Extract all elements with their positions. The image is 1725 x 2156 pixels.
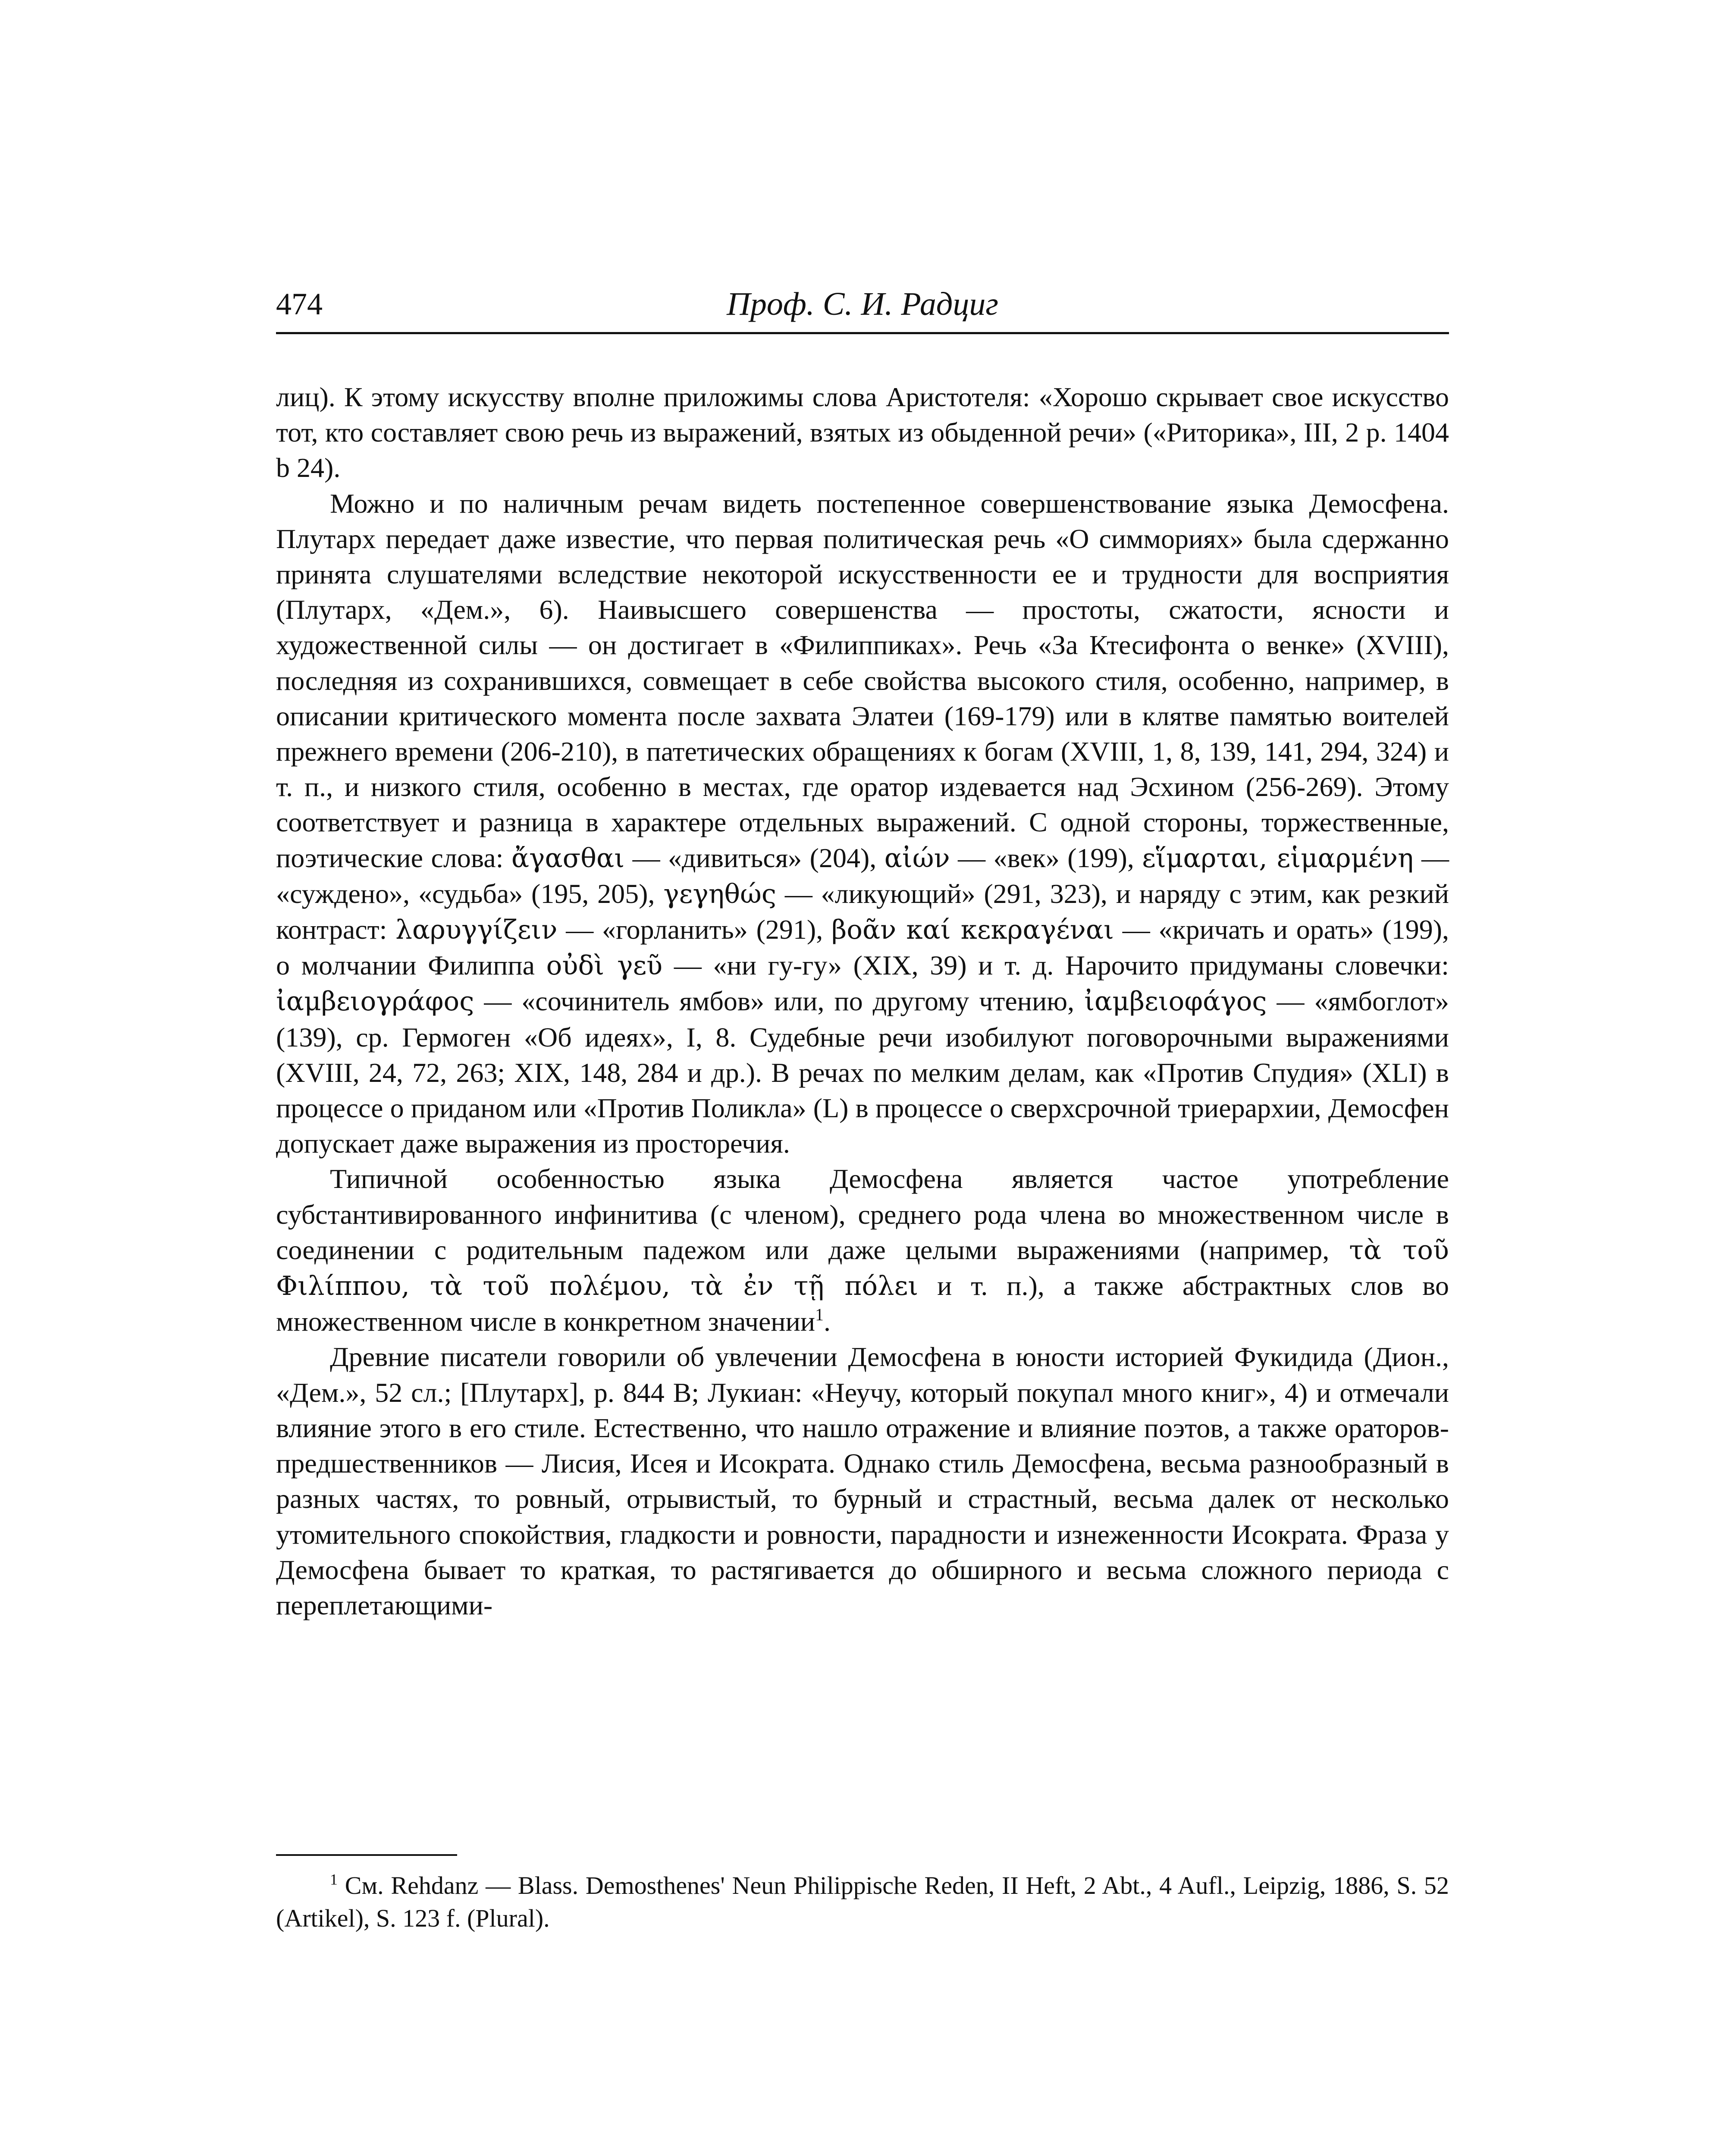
paragraph-2-text-10: — «ямбоглот» (139), ср. Гермоген «Об идеях», I, 8. Судебные речи изобилуют поговорочными выражениями (XVIII, 24, 72, 263; XIX, 148, 284 и др.). В речах по мелким делам, как «Против Спудия» (XLI) в процессе о приданом или «Против Поликла» (L) в процессе о сверхсрочной триерархии, Демосфен допускает даже выражения из просторечия. <box>276 986 1449 1159</box>
greek-word-agasthai: ἄγασθαι <box>511 843 625 874</box>
greek-phrase-examples: τὰ τοῦ Φιλίππου, τὰ τοῦ πολέμου, τὰ ἐν τῇ πόλει <box>276 1235 1449 1302</box>
paragraph-4-text: Древние писатели говорили об увлечении Демосфена в юности историей Фукидида (Дион., «Дем.», 52 сл.; [Плутарх], p. 844 B; Лукиан: «Неучу, который покупал много книг», 4) и отмечали влияние этого в его стиле. Естественно, что нашло отражение и влияние поэтов, а также ораторов-предшественников — Лисия, Исея и Исократа. Однако стиль Демосфена, весьма разнообразный в разных частях, то ровный, отрывистый, то бурный и страстный, весьма далек от несколько утомительного спокойствия, гладкости и ровности, парадности и изнеженности Исократа. Фраза у Демосфена бывает то краткая, то растягивается до обширного и весьма сложного периода с переплетающими- <box>276 1341 1449 1620</box>
paragraph-3-text-1: Типичной особенностью языка Демосфена является частое употребление субстантивированного инфинитива (с членом), среднего рода члена во множественном числе в соединении с родительным падежом или даже целыми выражениями (например, <box>276 1163 1449 1265</box>
greek-word-iambeiophagos: ἰαμβειοφάγος <box>1084 986 1267 1017</box>
footnote-reference[interactable]: 1 <box>815 1305 824 1325</box>
greek-word-oudi-geu: οὐδὶ γεῦ <box>546 950 663 981</box>
greek-word-aion: αἰών <box>884 843 950 874</box>
footnote-marker: 1 <box>330 1871 338 1888</box>
paragraph-2-text-7: — «кричать и орать» (199), о молчании Филиппа <box>276 914 1449 981</box>
paragraph-2-text-4: — «суждено», «судьба» (195, 205), <box>276 842 1449 909</box>
paragraph-2-text-9: — «сочинитель ямбов» или, по другому чтению, <box>484 986 1075 1017</box>
greek-word-iambeiographos: ἰαμβειογράφος <box>276 986 474 1017</box>
paragraph-1 <box>276 379 1449 486</box>
greek-word-gegethos: γεγηθώς <box>663 878 777 909</box>
paragraph-2-text-3: — «век» (199), <box>958 842 1134 873</box>
greek-word-larungizein: λαρυγγίζειν <box>395 915 558 946</box>
greek-word-heimartai: εἵμαρται, εἱμαρμένη <box>1142 843 1414 874</box>
paragraph-3-text-3: . <box>824 1306 831 1337</box>
body-text <box>276 379 1449 1623</box>
page-number: 474 <box>276 287 323 321</box>
footnote <box>276 1869 1449 1935</box>
paragraph-3-text-2: и т. п.), а также абстрактных слов во множественном числе в конкретном значении <box>276 1270 1449 1337</box>
paragraph-2-text-5: — «ликующий» (291, 323), и наряду с этим, как резкий контраст: <box>276 878 1449 945</box>
greek-word-boan: βοᾶν καί κεκραγέναι <box>831 915 1114 946</box>
paragraph-2 <box>276 486 1449 1162</box>
paragraph-2-text-1: Можно и по наличным речам видеть постепенное совершенствование языка Демосфена. Плутарх передает даже известие, что первая политическая речь «О симмориях» была сдержанно принята слушателями вследствие некоторой искусственности ее и трудности для восприятия (Плутарх, «Дем.», 6). Наивысшего совершенства — простоты, сжатости, ясности и художественной силы — он достигает в «Филиппиках». Речь «За Ктесифонта о венке» (XVIII), последняя из сохранившихся, совмещает в себе свойства высокого стиля, особенно, например, в описании критического момента после захвата Элатеи (169-179) или в клятве памятью воителей прежнего времени (206-210), в патетических обращениях к богам (XVIII, 1, 8, 139, 141, 294, 324) и т. п., и низкого стиля, особенно в местах, где оратор издевается над Эсхином (256-269). Этому соответствует и разница в характере отдельных выражений. С одной стороны, торжественные, поэтические слова: <box>276 488 1449 873</box>
paragraph-3 <box>276 1161 1449 1339</box>
paragraph-2-text-6: — «горланить» (291), <box>566 914 823 945</box>
paragraph-2-text-2: — «дивиться» (204), <box>632 842 877 873</box>
footnote-text: См. Rehdanz — Blass. Demosthenes' Neun Philippische Reden, II Heft, 2 Abt., 4 Aufl., Leipzig, 1886, S. 52 (Artikel), S. 123 f. (Plural). <box>276 1871 1449 1932</box>
paragraph-1-text: лиц). К этому искусству вполне приложимы слова Аристотеля: «Хорошо скрывает свое искусство тот, кто составляет свою речь из выражений, взятых из обыденной речи» («Риторика», III, 2 p. 1404 b 24). <box>276 382 1449 483</box>
paragraph-4 <box>276 1339 1449 1623</box>
running-title: Проф. С. И. Радциг <box>726 286 999 322</box>
page-header <box>276 276 1449 334</box>
paragraph-2-text-8: — «ни гу-гу» (XIX, 39) и т. д. Нарочито придуманы словечки: <box>674 950 1449 981</box>
footnote-divider <box>276 1854 457 1856</box>
